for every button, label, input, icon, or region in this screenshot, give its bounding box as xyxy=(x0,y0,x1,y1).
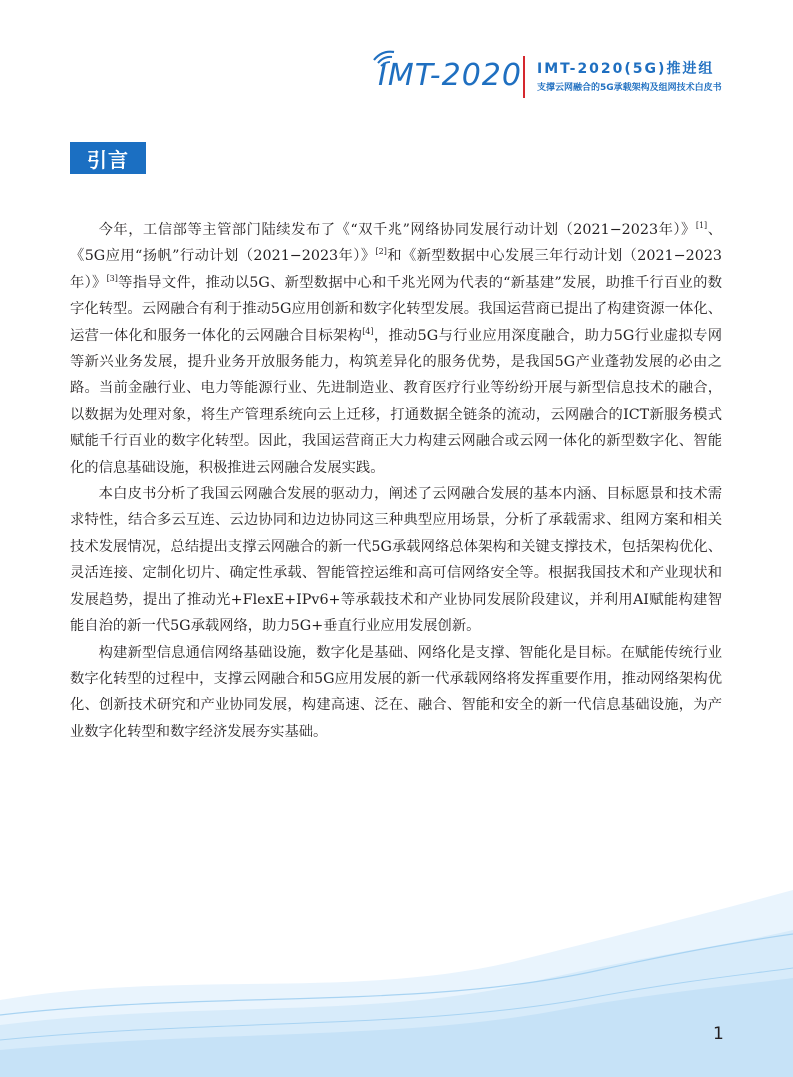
header-divider xyxy=(523,56,525,98)
paragraph-1-text-b: 、《5G应用“扬帆”行动计划（2021−2023年）》 xyxy=(70,222,722,265)
paragraph-1-text-c: 和《新型数据中心发展三年行动计划（2021−2023年）》 xyxy=(70,248,723,291)
page-header xyxy=(0,0,793,110)
header-subtitle: 支撑云网融合的5G承载架构及组网技术白皮书 xyxy=(537,83,722,93)
logo-text: IMT-2020 xyxy=(378,58,522,93)
imt2020-logo xyxy=(366,44,522,104)
page-number: 1 xyxy=(713,1024,724,1044)
citation-4: [4] xyxy=(362,326,374,336)
paragraph-3: 构建新型信息通信网络基础设施，数字化是基础、网络化是支撑、智能化是目标。在赋能传统行业数字化转型的过程中，支撑云网融合和5G应用发展的新一代承载网络将发挥重要作用，推动网络架构优化、创新技术研究和产业协同发展，构建高速、泛在、融合、智能和安全的新一代信息基础设施，为产业数字化转型和数字经济发展夯实基础。 xyxy=(70,644,722,740)
citation-2: [2] xyxy=(375,247,387,257)
citation-3: [3] xyxy=(106,273,118,283)
footer-wave-icon xyxy=(0,850,793,1077)
paragraph-1-text-d: 等指导文件，推动以5G、新型数据中心和千兆光网为代表的“新基建”发展，助推千行百业的数字化转型。云网融合有利于推动5G应用创新和数字化转型发展。我国运营商已提出了构建资源一体化、运营一体化和服务一体化的云网融合目标架构 xyxy=(70,274,722,344)
header-title: IMT-2020(5G)推进组 xyxy=(537,61,715,77)
paragraph-1 xyxy=(70,217,722,481)
paragraph-2: 本白皮书分析了我国云网融合发展的驱动力，阐述了云网融合发展的基本内涵、目标愿景和技术需求特性，结合多云互连、云边协同和边边协同这三种典型应用场景，分析了承载需求、组网方案和相关技术发展情况，总结提出支撑云网融合的新一代5G承载网络总体架构和关键支撑技术，包括架构优化、灵活连接、定制化切片、确定性承载、智能管控运维和高可信网络安全等。根据我国技术和产业现状和发展趋势，提出了推动光+FlexE+IPv6+等承载技术和产业协同发展阶段建议，并利用AI赋能构建智能自治的新一代5G承载网络，助力5G+垂直行业应用发展创新。 xyxy=(70,486,722,635)
body-text xyxy=(70,217,722,745)
paragraph-1-text-e: ，推动5G与行业应用深度融合，助力5G行业虚拟专网等新兴业务发展，提升业务开放服务能力，构筑差异化的服务优势，是我国5G产业蓬勃发展的必由之路。当前金融行业、电力等能源行业、先进制造业、教育医疗行业等纷纷开展与新型信息技术的融合，以数据为处理对象，将生产管理系统向云上迁移，打通数据全链条的流动，云网融合的ICT新服务模式赋能千行百业的数字化转型。因此，我国运营商正大力构建云网融合或云网一体化的新型数字化、智能化的信息基础设施，积极推进云网融合发展实践。 xyxy=(70,327,722,476)
section-title: 引言 xyxy=(70,142,146,174)
paragraph-1-text-a: 今年，工信部等主管部门陆续发布了《“双千兆”网络协同发展行动计划（2021−2023年）》 xyxy=(98,222,696,238)
citation-1: [1] xyxy=(695,221,708,230)
